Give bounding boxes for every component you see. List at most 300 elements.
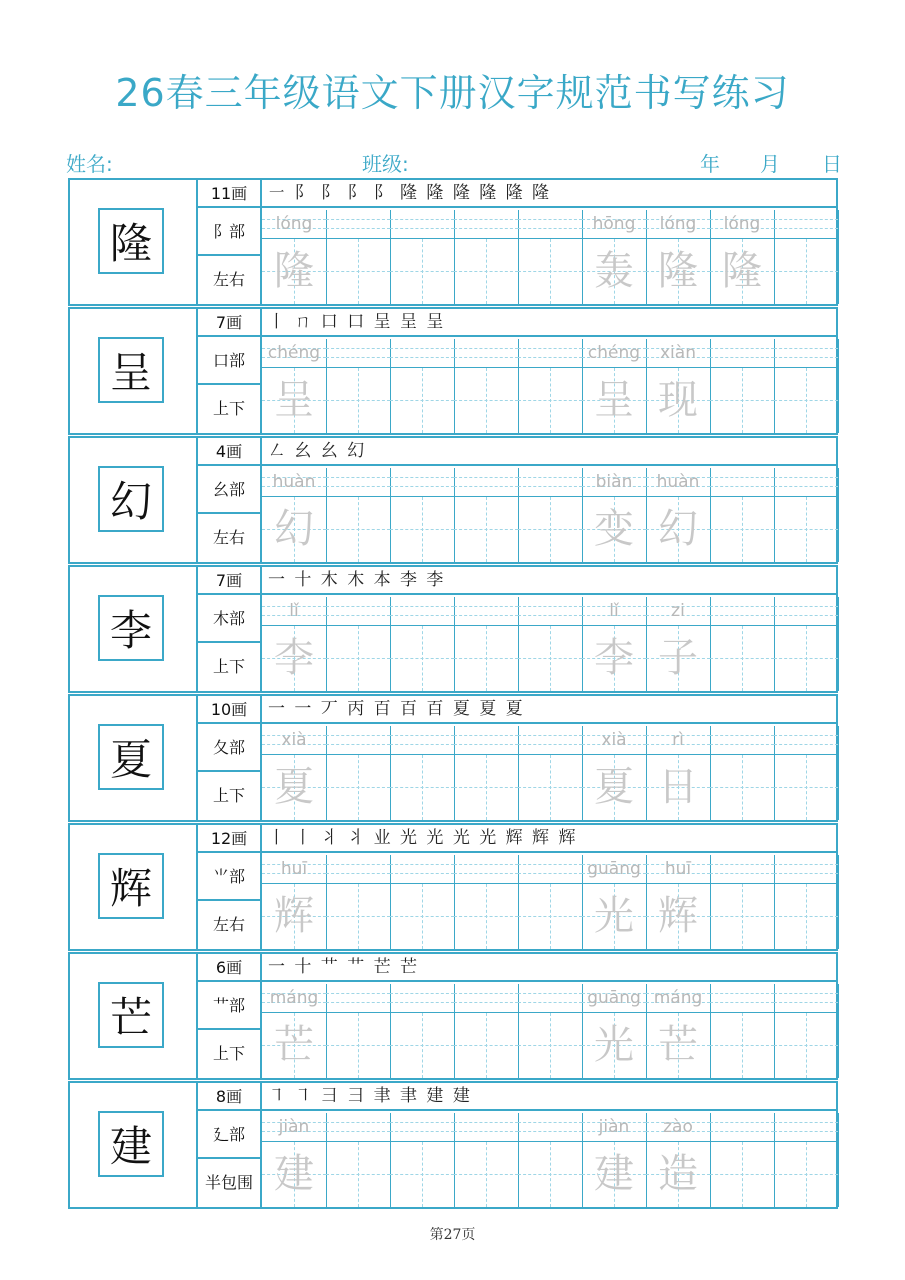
trace-character xyxy=(518,497,582,562)
tian-zi-grid xyxy=(262,626,326,691)
trace-character xyxy=(454,626,518,691)
tian-zi-grid xyxy=(262,239,326,304)
pinyin: jiàn xyxy=(598,1117,630,1137)
writing-cell[interactable] xyxy=(518,597,583,691)
writing-cell[interactable] xyxy=(518,339,583,433)
trace-character xyxy=(326,1142,390,1207)
tian-zi-grid xyxy=(710,497,774,562)
writing-cell[interactable] xyxy=(774,726,839,820)
pinyin: lóng xyxy=(275,214,313,234)
writing-cell[interactable] xyxy=(774,984,839,1078)
pinyin: lóng xyxy=(723,214,761,234)
stroke-order: 丨 ㄇ 口 口 呈 呈 呈 xyxy=(268,312,446,332)
trace-character xyxy=(710,1142,774,1207)
pinyin: biàn xyxy=(595,472,633,492)
pinyin xyxy=(454,726,518,754)
pinyin: lóng xyxy=(659,214,697,234)
tian-zi-grid xyxy=(646,1013,710,1078)
divider xyxy=(196,383,262,385)
writing-cell[interactable] xyxy=(710,339,775,433)
trace-character: 辉 xyxy=(658,893,698,939)
structure: 左右 xyxy=(212,269,245,289)
trace-character xyxy=(710,626,774,691)
writing-cell[interactable] xyxy=(710,1113,775,1207)
tian-zi-grid xyxy=(710,755,774,820)
writing-cell[interactable] xyxy=(262,984,327,1078)
divider xyxy=(196,851,836,853)
pinyin xyxy=(710,597,774,625)
trace-character: 芒 xyxy=(274,1022,314,1068)
model-character: 芒 xyxy=(98,982,164,1048)
tian-zi-grid xyxy=(326,1142,390,1207)
pinyin: zào xyxy=(663,1117,693,1137)
tian-zi-grid xyxy=(646,239,710,304)
pinyin xyxy=(326,468,390,496)
pinyin: lǐ xyxy=(609,601,619,621)
tian-zi-grid xyxy=(454,497,518,562)
pinyin xyxy=(774,726,838,754)
pinyin xyxy=(326,1113,390,1141)
tian-zi-grid xyxy=(262,368,326,433)
writing-cell[interactable] xyxy=(774,210,839,304)
pinyin xyxy=(390,726,454,754)
writing-cell[interactable] xyxy=(646,726,711,820)
trace-character xyxy=(454,368,518,433)
tian-zi-grid xyxy=(390,368,454,433)
tian-zi-grid xyxy=(454,1142,518,1207)
structure: 左右 xyxy=(212,527,245,547)
writing-cell[interactable] xyxy=(582,726,647,820)
writing-cell[interactable] xyxy=(326,210,391,304)
divider xyxy=(196,980,836,982)
tian-zi-grid xyxy=(390,884,454,949)
tian-zi-grid xyxy=(646,884,710,949)
writing-cell[interactable] xyxy=(454,726,519,820)
structure: 上下 xyxy=(212,1043,245,1063)
stroke-order: ㇐ 阝 阝 阝 阝 隆 隆 隆 隆 隆 隆 xyxy=(268,183,552,203)
writing-cell[interactable] xyxy=(710,726,775,820)
trace-character xyxy=(454,239,518,304)
stroke-count: 6画 xyxy=(215,957,243,977)
character-row xyxy=(68,952,838,1080)
pinyin: guāng xyxy=(587,988,641,1008)
pinyin xyxy=(390,1113,454,1141)
pinyin xyxy=(518,1113,582,1141)
pinyin xyxy=(518,726,582,754)
writing-cell[interactable] xyxy=(774,339,839,433)
pinyin xyxy=(454,984,518,1012)
trace-character xyxy=(454,1013,518,1078)
character-row xyxy=(68,694,838,822)
writing-cell[interactable] xyxy=(710,855,775,949)
writing-cell[interactable] xyxy=(454,984,519,1078)
writing-cell[interactable] xyxy=(582,339,647,433)
trace-character xyxy=(454,755,518,820)
divider xyxy=(196,464,836,466)
tian-zi-grid xyxy=(582,1013,646,1078)
writing-grid xyxy=(262,984,836,1078)
trace-character xyxy=(326,626,390,691)
stroke-order: ㇜ 幺 幺 幻 xyxy=(268,441,367,461)
radical: ⺌部 xyxy=(212,866,245,886)
divider xyxy=(196,206,836,208)
tian-zi-grid xyxy=(582,368,646,433)
trace-character xyxy=(518,368,582,433)
trace-character: 隆 xyxy=(658,248,698,294)
day-label: 日 xyxy=(822,152,842,176)
writing-cell[interactable] xyxy=(262,339,327,433)
writing-cell[interactable] xyxy=(454,210,519,304)
trace-character: 现 xyxy=(658,377,698,423)
writing-cell[interactable] xyxy=(326,726,391,820)
pinyin: chéng xyxy=(587,343,641,363)
trace-character xyxy=(454,884,518,949)
writing-cell[interactable] xyxy=(646,339,711,433)
tian-zi-grid xyxy=(262,1013,326,1078)
writing-cell[interactable] xyxy=(390,468,455,562)
pinyin: chéng xyxy=(267,343,321,363)
writing-cell[interactable] xyxy=(518,726,583,820)
writing-cell[interactable] xyxy=(710,597,775,691)
trace-character xyxy=(774,626,838,691)
pinyin: rì xyxy=(672,730,684,750)
pinyin: huàn xyxy=(272,472,316,492)
pinyin: zi xyxy=(671,601,685,621)
writing-cell[interactable] xyxy=(390,339,455,433)
stroke-order: 一 十 木 木 本 李 李 xyxy=(268,570,446,590)
character-row xyxy=(68,823,838,951)
writing-cell[interactable] xyxy=(262,210,327,304)
tian-zi-grid xyxy=(454,1013,518,1078)
pinyin: guāng xyxy=(587,859,641,879)
tian-zi-grid xyxy=(454,755,518,820)
writing-cell[interactable] xyxy=(710,210,775,304)
stroke-order: 一 一 丆 丙 百 百 百 夏 夏 夏 xyxy=(268,699,525,719)
writing-cell[interactable] xyxy=(774,468,839,562)
writing-cell[interactable] xyxy=(390,726,455,820)
divider xyxy=(196,335,836,337)
writing-cell[interactable] xyxy=(390,984,455,1078)
pinyin xyxy=(326,984,390,1012)
writing-cell[interactable] xyxy=(518,984,583,1078)
trace-character xyxy=(774,755,838,820)
writing-cell[interactable] xyxy=(326,855,391,949)
trace-character xyxy=(390,884,454,949)
tian-zi-grid xyxy=(454,626,518,691)
tian-zi-grid xyxy=(326,626,390,691)
pinyin: jiàn xyxy=(278,1117,310,1137)
model-character: 李 xyxy=(98,595,164,661)
pinyin: huī xyxy=(664,859,692,879)
trace-character xyxy=(710,1013,774,1078)
model-character: 隆 xyxy=(98,208,164,274)
writing-grid xyxy=(262,468,836,562)
trace-character xyxy=(518,755,582,820)
radical: 口部 xyxy=(212,350,245,370)
trace-character xyxy=(774,497,838,562)
pinyin xyxy=(390,468,454,496)
writing-cell[interactable] xyxy=(582,984,647,1078)
pinyin xyxy=(454,1113,518,1141)
writing-cell[interactable] xyxy=(390,210,455,304)
pinyin xyxy=(774,984,838,1012)
tian-zi-grid xyxy=(518,497,582,562)
writing-cell[interactable] xyxy=(774,855,839,949)
character-row xyxy=(68,565,838,693)
tian-zi-grid xyxy=(646,626,710,691)
character-row xyxy=(68,307,838,435)
stroke-count: 12画 xyxy=(210,828,248,848)
writing-cell[interactable] xyxy=(454,855,519,949)
pinyin xyxy=(390,597,454,625)
writing-cell[interactable] xyxy=(646,468,711,562)
tian-zi-grid xyxy=(518,368,582,433)
model-character: 辉 xyxy=(98,853,164,919)
pinyin xyxy=(710,726,774,754)
stroke-order: 一 十 艹 艹 芒 芒 xyxy=(268,957,420,977)
pinyin xyxy=(710,1113,774,1141)
writing-cell[interactable] xyxy=(582,210,647,304)
writing-cell[interactable] xyxy=(646,1113,711,1207)
trace-character xyxy=(390,1142,454,1207)
pinyin xyxy=(518,210,582,238)
writing-cell[interactable] xyxy=(518,855,583,949)
class-label: 班级: xyxy=(362,152,409,176)
tian-zi-grid xyxy=(326,1013,390,1078)
stroke-order: 丨 丨 丬 丬 业 光 光 光 光 辉 辉 辉 xyxy=(268,828,578,848)
pinyin: xià xyxy=(601,730,627,750)
writing-cell[interactable] xyxy=(518,468,583,562)
tian-zi-grid xyxy=(774,1013,838,1078)
stroke-order: ㇕ ㇕ ⺕ ⺕ 聿 聿 建 建 xyxy=(268,1086,472,1106)
writing-grid xyxy=(262,210,836,304)
tian-zi-grid xyxy=(774,239,838,304)
tian-zi-grid xyxy=(710,239,774,304)
trace-character xyxy=(518,1013,582,1078)
writing-grid xyxy=(262,855,836,949)
writing-cell[interactable] xyxy=(646,855,711,949)
radical: 廴部 xyxy=(212,1124,245,1144)
writing-cell[interactable] xyxy=(582,1113,647,1207)
tian-zi-grid xyxy=(710,1142,774,1207)
tian-zi-grid xyxy=(518,755,582,820)
writing-cell[interactable] xyxy=(262,468,327,562)
trace-character xyxy=(390,497,454,562)
writing-cell[interactable] xyxy=(582,468,647,562)
trace-character: 李 xyxy=(594,635,634,681)
pinyin xyxy=(390,855,454,883)
pinyin xyxy=(454,855,518,883)
pinyin xyxy=(326,597,390,625)
tian-zi-grid xyxy=(326,755,390,820)
writing-cell[interactable] xyxy=(582,855,647,949)
trace-character xyxy=(390,755,454,820)
tian-zi-grid xyxy=(518,239,582,304)
writing-cell[interactable] xyxy=(326,468,391,562)
divider xyxy=(196,722,836,724)
model-character: 夏 xyxy=(98,724,164,790)
divider xyxy=(196,254,262,256)
pinyin xyxy=(454,339,518,367)
writing-cell[interactable] xyxy=(454,468,519,562)
trace-character xyxy=(390,626,454,691)
trace-character xyxy=(774,239,838,304)
pinyin xyxy=(710,855,774,883)
tian-zi-grid xyxy=(326,239,390,304)
writing-cell[interactable] xyxy=(326,339,391,433)
trace-character: 幻 xyxy=(658,506,698,552)
writing-cell[interactable] xyxy=(390,855,455,949)
trace-character: 呈 xyxy=(274,377,314,423)
writing-cell[interactable] xyxy=(390,1113,455,1207)
divider xyxy=(196,1028,262,1030)
divider xyxy=(196,512,262,514)
writing-cell[interactable] xyxy=(326,597,391,691)
writing-cell[interactable] xyxy=(454,597,519,691)
writing-cell[interactable] xyxy=(774,597,839,691)
writing-cell[interactable] xyxy=(774,1113,839,1207)
divider xyxy=(196,1157,262,1159)
writing-cell[interactable] xyxy=(454,339,519,433)
tian-zi-grid xyxy=(262,755,326,820)
trace-character: 日 xyxy=(658,764,698,810)
tian-zi-grid xyxy=(774,884,838,949)
writing-cell[interactable] xyxy=(262,726,327,820)
pinyin: máng xyxy=(653,988,703,1008)
structure: 上下 xyxy=(212,656,245,676)
pinyin xyxy=(710,339,774,367)
trace-character xyxy=(326,368,390,433)
trace-character: 光 xyxy=(594,893,634,939)
tian-zi-grid xyxy=(326,497,390,562)
writing-grid xyxy=(262,597,836,691)
tian-zi-grid xyxy=(454,884,518,949)
writing-cell[interactable] xyxy=(518,210,583,304)
tian-zi-grid xyxy=(262,497,326,562)
trace-character xyxy=(326,497,390,562)
writing-cell[interactable] xyxy=(646,210,711,304)
stroke-count: 10画 xyxy=(210,699,248,719)
pinyin xyxy=(774,1113,838,1141)
pinyin xyxy=(518,339,582,367)
pinyin xyxy=(774,597,838,625)
tian-zi-grid xyxy=(646,497,710,562)
pinyin xyxy=(518,468,582,496)
pinyin: huī xyxy=(280,859,308,879)
character-row xyxy=(68,1081,838,1209)
trace-character xyxy=(454,1142,518,1207)
writing-grid xyxy=(262,1113,836,1207)
divider xyxy=(196,1109,836,1111)
writing-cell[interactable] xyxy=(518,1113,583,1207)
pinyin: máng xyxy=(269,988,319,1008)
tian-zi-grid xyxy=(326,368,390,433)
writing-cell[interactable] xyxy=(262,1113,327,1207)
stroke-count: 7画 xyxy=(215,570,243,590)
writing-cell[interactable] xyxy=(262,597,327,691)
writing-grid xyxy=(262,339,836,433)
writing-cell[interactable] xyxy=(646,984,711,1078)
trace-character: 夏 xyxy=(274,764,314,810)
trace-character xyxy=(454,497,518,562)
tian-zi-grid xyxy=(390,1142,454,1207)
trace-character: 隆 xyxy=(274,248,314,294)
tian-zi-grid xyxy=(262,884,326,949)
trace-character: 夏 xyxy=(594,764,634,810)
trace-character: 光 xyxy=(594,1022,634,1068)
pinyin xyxy=(710,468,774,496)
tian-zi-grid xyxy=(646,1142,710,1207)
trace-character: 呈 xyxy=(594,377,634,423)
pinyin: lǐ xyxy=(289,601,299,621)
writing-cell[interactable] xyxy=(326,1113,391,1207)
writing-cell[interactable] xyxy=(262,855,327,949)
page-number: 第27页 xyxy=(429,1227,476,1243)
pinyin xyxy=(518,597,582,625)
tian-zi-grid xyxy=(710,626,774,691)
writing-cell[interactable] xyxy=(582,597,647,691)
pinyin xyxy=(390,339,454,367)
trace-character: 辉 xyxy=(274,893,314,939)
pinyin xyxy=(326,210,390,238)
tian-zi-grid xyxy=(262,1142,326,1207)
tian-zi-grid xyxy=(582,626,646,691)
pinyin xyxy=(390,984,454,1012)
trace-character xyxy=(710,755,774,820)
tian-zi-grid xyxy=(518,626,582,691)
tian-zi-grid xyxy=(774,755,838,820)
writing-cell[interactable] xyxy=(646,597,711,691)
pinyin xyxy=(710,984,774,1012)
trace-character xyxy=(390,1013,454,1078)
pinyin xyxy=(518,855,582,883)
trace-character xyxy=(518,626,582,691)
stroke-count: 4画 xyxy=(215,441,243,461)
pinyin xyxy=(774,339,838,367)
radical: 夂部 xyxy=(212,737,245,757)
writing-cell[interactable] xyxy=(710,984,775,1078)
trace-character: 幻 xyxy=(274,506,314,552)
pinyin: huàn xyxy=(656,472,700,492)
tian-zi-grid xyxy=(390,755,454,820)
writing-cell[interactable] xyxy=(454,1113,519,1207)
pinyin xyxy=(774,210,838,238)
tian-zi-grid xyxy=(774,626,838,691)
writing-grid xyxy=(262,726,836,820)
trace-character xyxy=(710,368,774,433)
pinyin xyxy=(518,984,582,1012)
trace-character xyxy=(774,368,838,433)
writing-cell[interactable] xyxy=(390,597,455,691)
tian-zi-grid xyxy=(390,497,454,562)
trace-character xyxy=(326,239,390,304)
page-title: 26春三年级语文下册汉字规范书写练习 xyxy=(115,71,790,115)
writing-cell[interactable] xyxy=(710,468,775,562)
tian-zi-grid xyxy=(518,1142,582,1207)
trace-character xyxy=(326,755,390,820)
stroke-count: 11画 xyxy=(210,183,248,203)
trace-character xyxy=(774,1142,838,1207)
structure: 上下 xyxy=(212,398,245,418)
tian-zi-grid xyxy=(390,239,454,304)
structure: 左右 xyxy=(212,914,245,934)
tian-zi-grid xyxy=(646,755,710,820)
pinyin xyxy=(326,855,390,883)
trace-character: 建 xyxy=(274,1151,314,1197)
pinyin xyxy=(454,210,518,238)
writing-cell[interactable] xyxy=(326,984,391,1078)
trace-character: 造 xyxy=(658,1151,698,1197)
